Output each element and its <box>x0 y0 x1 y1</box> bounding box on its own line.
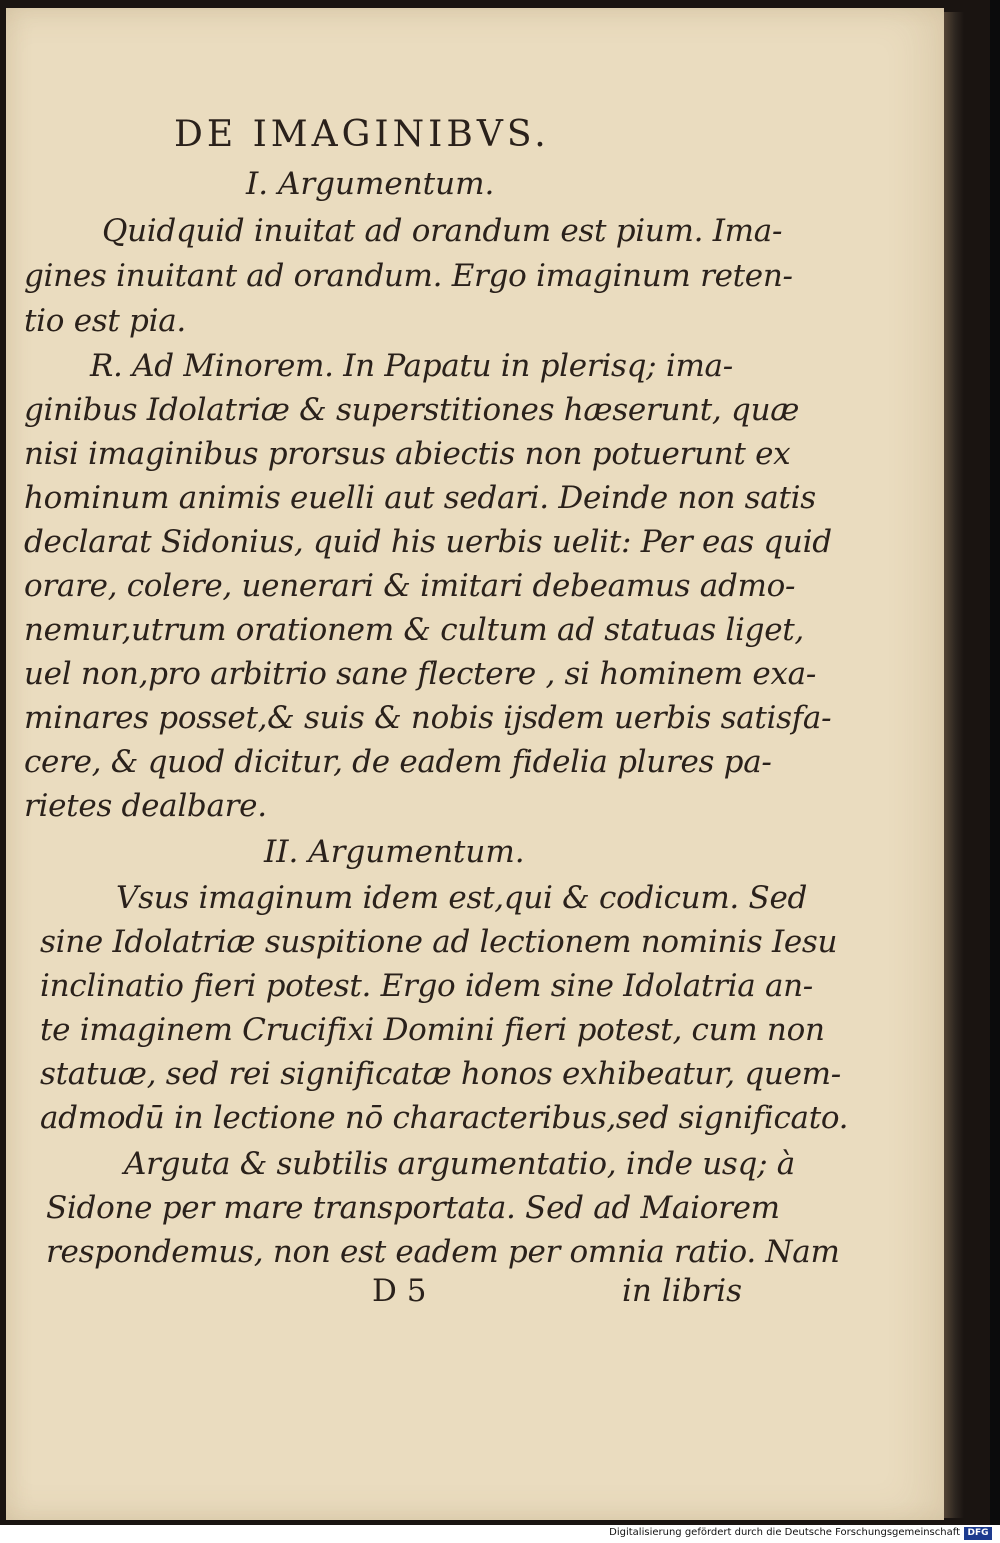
heading-argumentum-1: I. Argumentum. <box>246 166 495 202</box>
dfg-logo-icon: DFG <box>964 1527 992 1540</box>
text-line: nemur,utrum orationem & cultum ad statuas liget, <box>24 612 804 648</box>
text-line: respondemus, non est eadem per omnia ratio. Nam <box>46 1234 840 1270</box>
text-line: admodū in lectione nō characteribus,sed significato. <box>40 1100 849 1136</box>
running-head: DE IMAGINIBVS. <box>174 114 550 155</box>
text-line: hominum animis euelli aut sedari. Deinde non satis <box>24 480 816 516</box>
text-line: te imaginem Crucifixi Domini fieri potest, cum non <box>40 1012 825 1048</box>
book-page <box>6 8 944 1520</box>
catchword: in libris <box>622 1273 743 1309</box>
text-line: tio est pia. <box>24 303 186 339</box>
text-line: nisi imaginibus prorsus abiectis non potuerunt ex <box>24 436 791 472</box>
text-line: uel non,pro arbitrio sane flectere , si hominem exa- <box>24 656 817 692</box>
page-text <box>6 8 944 1520</box>
text-line: gines inuitant ad orandum. Ergo imaginum reten- <box>24 258 793 294</box>
text-line: rietes dealbare. <box>24 788 267 824</box>
text-line: Arguta & subtilis argumentatio, inde usq; à <box>124 1146 795 1182</box>
text-line: Sidone per mare transportata. Sed ad Maiorem <box>46 1190 780 1226</box>
text-line: statuæ, sed rei significatæ honos exhibeatur, quem- <box>40 1056 841 1092</box>
text-line: minares posset,& suis & nobis ijsdem uerbis satisfa- <box>24 700 832 736</box>
heading-argumentum-2: II. Argumentum. <box>264 834 525 870</box>
text-line: cere, & quod dicitur, de eadem fidelia plures pa- <box>24 744 772 780</box>
text-line: R. Ad Minorem. In Papatu in plerisq; ima- <box>90 348 733 384</box>
footer-credit: Digitalisierung gefördert durch die Deutsche Forschungsgemeinschaft <box>609 1527 960 1538</box>
text-line: Quidquid inuitat ad orandum est pium. Ima- <box>102 213 783 249</box>
page-edge <box>942 12 964 1518</box>
text-line: orare, colere, uenerari & imitari debeamus admo- <box>24 568 796 604</box>
text-line: ginibus Idolatriæ & superstitiones hæserunt, quæ <box>24 392 800 428</box>
signature-mark: D 5 <box>372 1273 427 1309</box>
text-line: sine Idolatriæ suspitione ad lectionem nominis Iesu <box>40 924 838 960</box>
text-line: inclinatio fieri potest. Ergo idem sine Idolatria an- <box>40 968 813 1004</box>
text-line: Vsus imaginum idem est,qui & codicum. Sed <box>116 880 808 916</box>
text-line: declarat Sidonius, quid his uerbis uelit: Per eas quid <box>24 524 832 560</box>
